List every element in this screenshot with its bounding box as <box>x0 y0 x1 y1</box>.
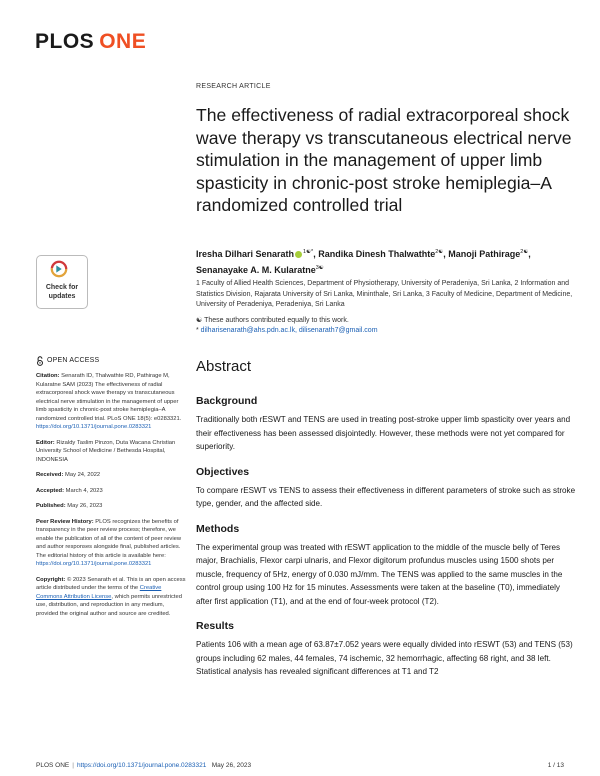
plos-one-logo[interactable] <box>35 30 146 54</box>
accepted-date: Accepted: March 4, 2023 <box>36 487 103 494</box>
section-text: Traditionally both rESWT and TENS are used in treating post-stroke upper limb spasticity over years and their effectiveness has been assessed disjointedly. However, these methods were not yet compared for superiority. <box>196 415 571 451</box>
section-heading: Methods <box>196 522 240 535</box>
editor-block: Editor: Rizaldy Taslim Pinzon, Duta Wacana Christian University School of Medicine / Bethesda Hospital, INDONESIA <box>36 439 176 463</box>
received-date: Received: May 24, 2022 <box>36 472 101 478</box>
check-for-updates-button[interactable] <box>36 255 88 309</box>
logo-plos: PLOS <box>35 30 95 53</box>
open-access-label: OPEN ACCESS <box>36 356 186 366</box>
citation-block: Citation: Senarath ID, Thalwathte RD, Pathirage M, Kularatne SAM (2023) The effectiveness of radial extracorporeal shock wave therapy vs transcutaneous electrical nerve stimulation in the management of upper limb spasticity in chronic-post stroke hemiplegia–A randomized controlled trial. PLoS ONE 18(5): e0283321. https://doi.org/10.1371/journal.pone.0283321 <box>36 373 182 430</box>
footer-doi-link[interactable]: https://doi.org/10.1371/journal.pone.0283321 <box>76 762 207 769</box>
peer-review-block: Peer Review History: PLOS recognizes the benefits of transparency in the peer review process; therefore, we enable the publication of all of the content of peer review and author responses alongside final, published articles. The editorial history of this article is available here: https://doi.org/10.1371/journal.pone.0283321 <box>36 518 182 567</box>
peer-review-link[interactable]: https://doi.org/10.1371/journal.pone.0283321 <box>36 561 152 567</box>
article-info-sidebar <box>36 356 186 625</box>
section-text: Patients 106 with a mean age of 63.87±7.052 years were equally divided into rESWT (53) and TENS (53) groups including 62 males, 44 females, 74 ischemic, 32 hemorrhagic, affecting 68 right, and 38 left. Statistical analysis has revealed significant differences at T1 and T2 <box>196 640 573 676</box>
author-name[interactable]: Senanayake A. M. Kularatne <box>196 264 316 275</box>
abstract <box>196 358 576 691</box>
section-text: The experimental group was treated with rESWT application to the middle of the muscle belly of Teres major, Brachialis, Flexor carpi ulnaris, and Flexor digitorum profundus muscles using 1500 shots per muscle, frequency of 5Hz, energy of 0.030 mJ/mm. The TENS was applied to the same muscles in the control group using 100 Hz for 15 minutes. Assessments were taken at the baseline (T0), immediately after first application (T1), and at the end of four-week protocol (T2). <box>196 542 563 606</box>
email-links[interactable]: dilharisenarath@ahs.pdn.ac.lk, dilisenarath7@gmail.com <box>200 327 378 334</box>
author-name[interactable]: Randika Dinesh Thalwathte <box>318 249 436 259</box>
equal-contribution-note: ☯ These authors contributed equally to this work. <box>196 317 349 324</box>
orcid-icon[interactable] <box>295 251 302 258</box>
section-text: To compare rESWT vs TENS to assess their effectiveness in different parameters of stroke such as stroke type, gender, and the affected side. <box>196 485 576 508</box>
footer-citation: PLOS ONE | https://doi.org/10.1371/journal.pone.0283321 May 26, 2023 <box>36 762 252 769</box>
author-notes <box>196 316 576 336</box>
section-heading: Objectives <box>196 465 250 478</box>
citation-doi-link[interactable]: https://doi.org/10.1371/journal.pone.0283321 <box>36 424 152 430</box>
check-for-updates-label: Check for updates <box>45 284 79 300</box>
author-affiliation-mark: 2☯ <box>520 249 529 255</box>
published-date: Published: May 26, 2023 <box>36 503 103 509</box>
footer-date: May 26, 2023 <box>211 762 252 769</box>
footer-journal: PLOS ONE <box>36 762 70 769</box>
abstract-background <box>196 395 576 454</box>
author-name[interactable]: Iresha Dilhari Senarath <box>196 249 295 259</box>
abstract-methods <box>196 523 576 609</box>
page-number: 1 / 13 <box>547 762 564 769</box>
abstract-results <box>196 620 576 679</box>
check-for-updates-icon <box>50 260 68 278</box>
logo-one: ONE <box>99 30 147 53</box>
section-heading: Background <box>196 395 258 407</box>
corresponding-author-note: * dilharisenarath@ahs.pdn.ac.lk, dilisenarath7@gmail.com <box>196 327 378 334</box>
author-affiliation-mark: 1☯* <box>303 249 314 255</box>
author-affiliation-mark: 3☯ <box>315 264 324 271</box>
author-affiliation-mark: 2☯ <box>435 249 444 255</box>
section-heading: Results <box>196 620 234 632</box>
author-list: Iresha Dilhari Senarath $^{1☯*}$, Randika Dinesh Thalwathte$^{2☯}$, Manoji Pathirage$^{2☯}$, Senanayake A. M. Kularatne$^{3☯}$ <box>196 249 531 275</box>
copyright-block: Copyright: © 2023 Senarath et al. This is an open access article distributed under the terms of the Creative Commons Attribution License, which permits unrestricted use, distribution, and reproduction in any medium, provided the original author and source are credited. <box>36 576 186 617</box>
affiliations: 1 Faculty of Allied Health Sciences, Department of Physiotherapy, University of Peradeniya, Sri Lanka, 2 Information and Statistics Division, Rajarata University of Sri Lanka, Mininthale, Sri Lanka, 3 Faculty of Medicine, Department of Medicine, University of Peradeniya, Peradeniya, Sri Lanka <box>196 280 573 308</box>
abstract-objectives <box>196 466 576 511</box>
open-lock-icon <box>36 356 44 366</box>
license-link[interactable]: Creative Commons Attribution License <box>36 585 162 600</box>
author-name[interactable]: Manoji Pathirage <box>448 249 521 259</box>
article-type: RESEARCH ARTICLE <box>196 83 271 90</box>
abstract-heading: Abstract <box>196 358 252 375</box>
article-title: The effectiveness of radial extracorporeal shock wave therapy vs transcutaneous electrical nerve stimulation in the management of upper limb spasticity in chronic-post stroke hemiplegia–A randomized controlled trial <box>196 105 572 215</box>
